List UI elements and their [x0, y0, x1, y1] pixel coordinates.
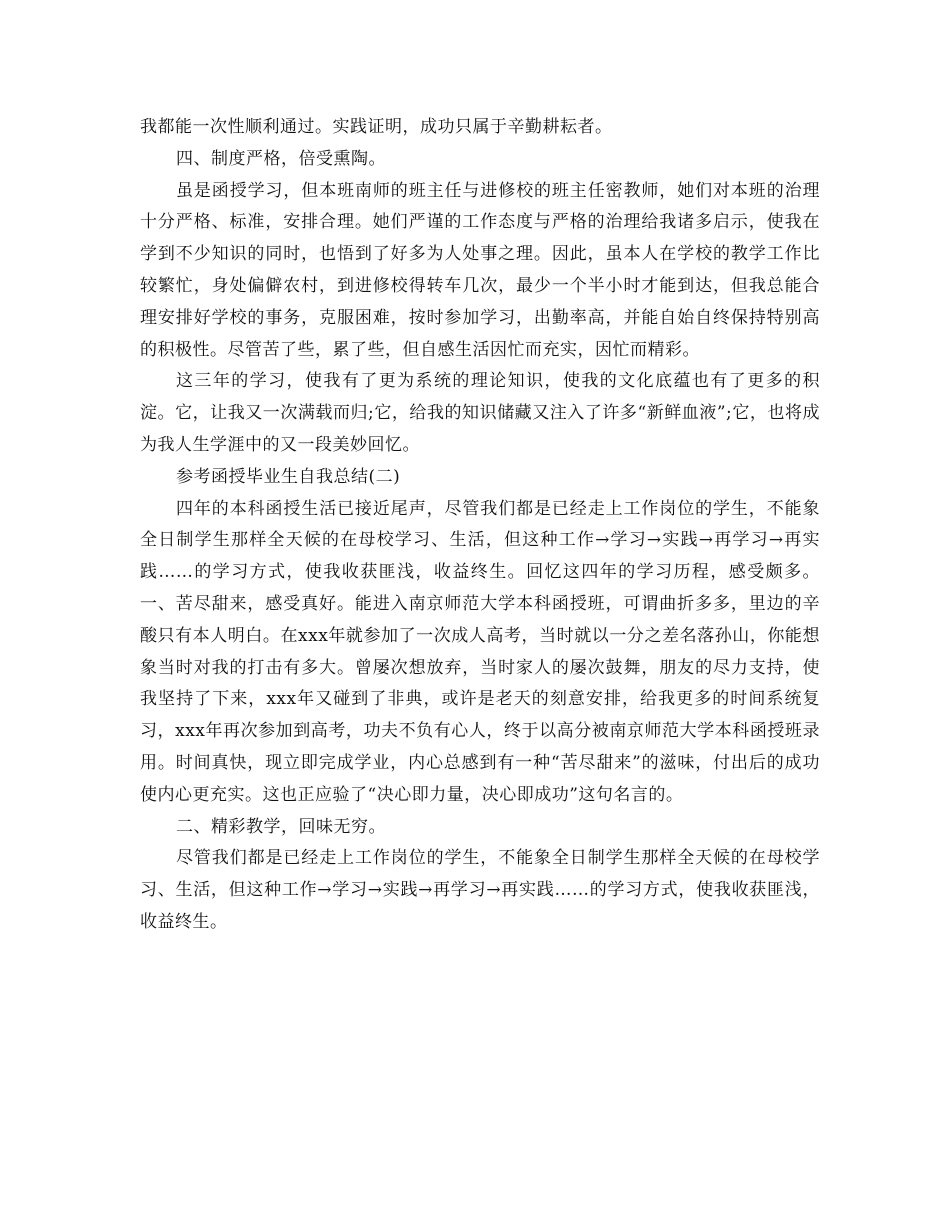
article-title: 参考函授毕业生自我总结(二) — [176, 466, 401, 487]
paragraph-body: 虽是函授学习，但本班南师的班主任与进修校的班主任密教师，她们对本班的治理十分严格、标准，安排合理。她们严谨的工作态度与严格的治理给我诸多启示，使我在学到不少知识的同时，也悟到了好多为人处事之理。因此，虽本人在学校的教学工作比较繁忙，身处偏僻农村，到进修校得转车几次，最少一个半小时才能到达，但我总能合理安排好学校的事务，克服困难，按时参加学习，出勤率高，并能自始自终保持特别高的积极性。尽管苦了些，累了些，但自感生活因忙而充实，因忙而精彩。 — [140, 180, 820, 360]
paragraph-continuation: 我都能一次性顺利通过。实践证明，成功只属于辛勤耕耘者。 — [140, 117, 613, 137]
section-heading-four: 四、制度严格，倍受熏陶。 — [176, 148, 386, 169]
document-page — [140, 112, 820, 939]
paragraph-body: 这三年的学习，使我有了更为系统的理论知识，使我的文化底蕴也有了更多的积淀。它，让我又一次满载而归;它，给我的知识储藏又注入了许多“新鲜血液”;它，也将成为我人生学涯中的又一段美妙回忆。 — [140, 371, 820, 455]
section-heading-two: 二、精彩教学，回味无穷。 — [176, 816, 386, 837]
paragraph-body: 四年的本科函授生活已接近尾声，尽管我们都是已经走上工作岗位的学生，不能象全日制学生那样全天候的在母校学习、生活，但这种工作→学习→实践→再学习→再实践……的学习方式，使我收获匪浅，收益终生。回忆这四年的学习历程，感受颇多。一、苦尽甜来，感受真好。能进入南京师范大学本科函授班，可谓曲折多多，里边的辛酸只有本人明白。在xxx年就参加了一次成人高考，当时就以一分之差名落孙山，你能想象当时对我的打击有多大。曾屡次想放弃，当时家人的屡次鼓舞，朋友的尽力支持，使我坚持了下来，xxx年又碰到了非典，或许是老天的刻意安排，给我更多的时间系统复习，xxx年再次参加到高考，功夫不负有心人，终于以高分被南京师范大学本科函授班录用。时间真快，现立即完成学业，内心总感到有一种“苦尽甜来”的滋味，付出后的成功使内心更充实。这也正应验了“决心即力量，决心即成功”这句名言的。 — [140, 498, 820, 805]
paragraph-body: 尽管我们都是已经走上工作岗位的学生，不能象全日制学生那样全天候的在母校学习、生活，但这种工作→学习→实践→再学习→再实践……的学习方式，使我收获匪浅，收益终生。 — [140, 848, 820, 932]
